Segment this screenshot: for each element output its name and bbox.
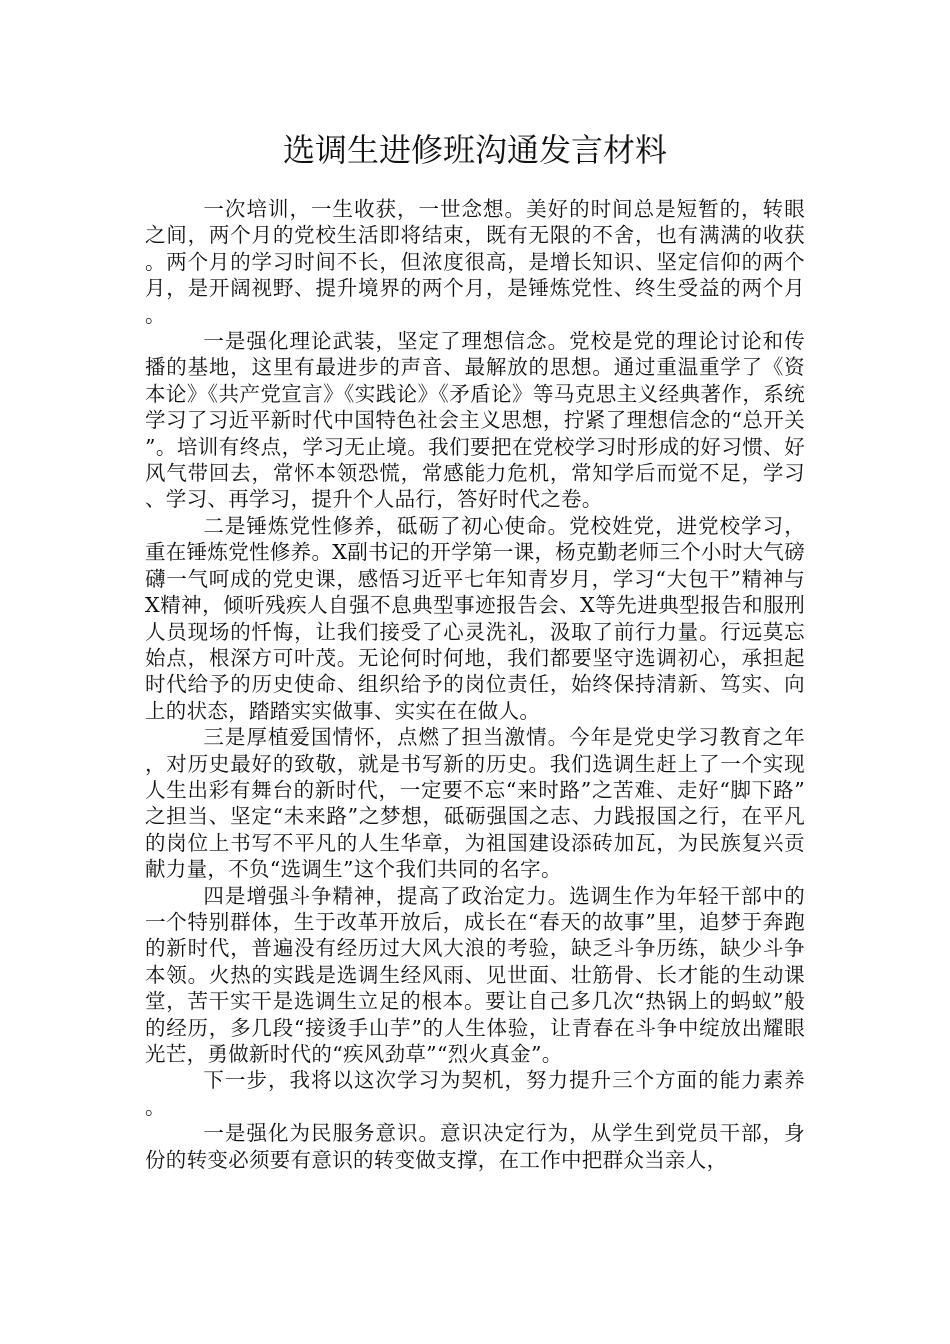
paragraph-point-two: 二是锤炼党性修养，砥砺了初心使命。党校姓党，进党校学习，重在锤炼党性修养。X副书记的开学第一课，杨克勤老师三个小时大气磅礴一气呵成的党史课，感悟习近平七年知青岁月，学习“大包干”精神与X精神，倾听残疾人自强不息典型事迹报告会、X等先进典型报告和服刑人员现场的忏悔，让我们接受了心灵洗礼，汲取了前行力量。行远莫忘始点，根深方可叶茂。无论何时何地，我们都要坚守选调初心，承担起时代给予的历史使命、组织给予的岗位责任，始终保持清新、笃实、向上的状态，踏踏实实做事、实实在在做人。 [145,513,805,723]
paragraph-next-step: 下一步，我将以这次学习为契机，努力提升三个方面的能力素养。 [145,1068,805,1119]
document-body [145,196,805,1173]
paragraph-intro: 一次培训，一生收获，一世念想。美好的时间总是短暂的，转眼之间，两个月的党校生活即将结束，既有无限的不舍，也有满满的收获。两个月的学习时间不长，但浓度很高，是增长知识、坚定信仰的两个月，是开阔视野、提升境界的两个月，是锤炼党性、终生受益的两个月。 [145,197,805,327]
document-title: 选调生进修班沟通发言材料 [282,131,667,169]
paragraph-point-one: 一是强化理论武装，坚定了理想信念。党校是党的理论讨论和传播的基地，这里有最进步的声音、最解放的思想。通过重温重学了《资本论》《共产党宣言》《实践论》《矛盾论》等马克思主义经典著作，系统学习了习近平新时代中国特色社会主义思想，拧紧了理想信念的“总开关”。培训有终点，学习无止境。我们要把在党校学习时形成的好习惯、好风气带回去，常怀本领恐慌，常感能力危机，常知学后而觉不足，学习、学习、再学习，提升个人品行，答好时代之卷。 [145,329,805,512]
paragraph-point-four: 四是增强斗争精神，提高了政治定力。选调生作为年轻干部中的一个特别群体，生于改革开放后，成长在“春天的故事”里，追梦于奔跑的新时代，普遍没有经历过大风大浪的考验，缺乏斗争历练，缺少斗争本领。火热的实践是选调生经风雨、见世面、壮筋骨、长才能的生动课堂，苦干实干是选调生立足的根本。要让自己多几次“热锅上的蚂蚁”般的经历，多几段“接烫手山芋”的人生体验，让青春在斗争中绽放出耀眼光芒，勇做新时代的“疾风劲草”“烈火真金”。 [145,883,805,1066]
paragraph-point-three: 三是厚植爱国情怀，点燃了担当激情。今年是党史学习教育之年，对历史最好的致敬，就是书写新的历史。我们选调生赶上了一个实现人生出彩有舞台的新时代，一定要不忘“来时路”之苦难、走好“脚下路”之担当、坚定“未来路”之梦想，砥砺强国之志、力践报国之行，在平凡的岗位上书写不平凡的人生华章，为祖国建设添砖加瓦，为民族复兴贡献力量，不负“选调生”这个我们共同的名字。 [145,725,805,882]
paragraph-next-point-one: 一是强化为民服务意识。意识决定行为，从学生到党员干部，身份的转变必须要有意识的转变做支撑，在工作中把群众当亲人， [145,1121,805,1172]
